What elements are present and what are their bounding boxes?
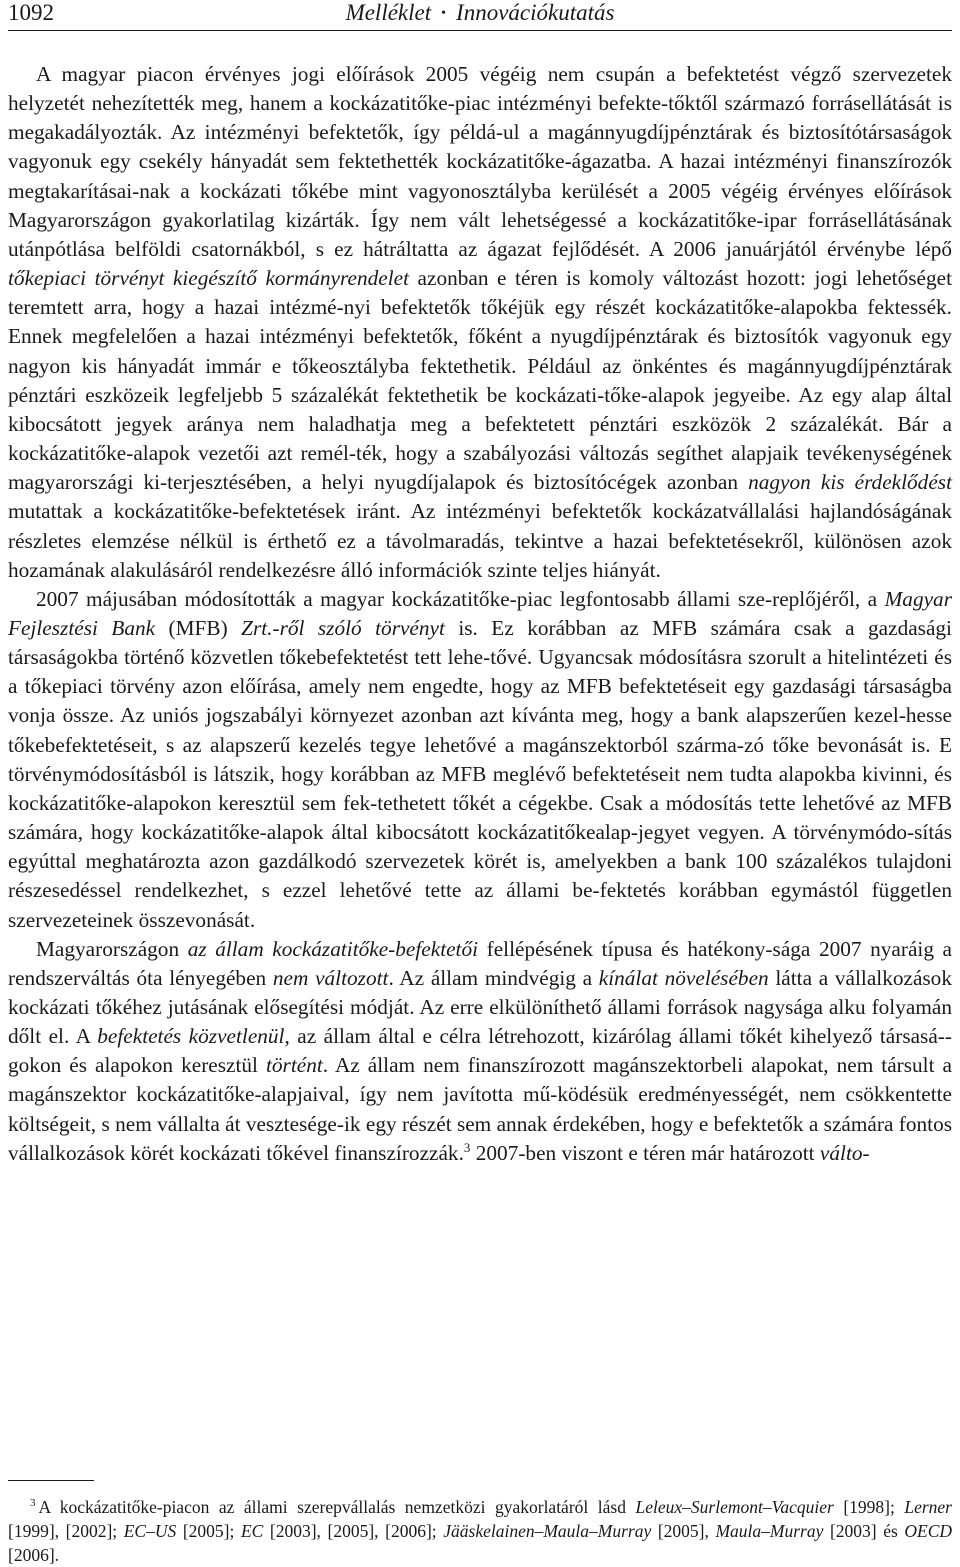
paragraph-2: [8, 585, 952, 935]
text-run: . Az állam mindvégig a: [388, 965, 599, 990]
text-run: látta a vállalkozások kockázati tőkéhez jutásának elősegítési módját. Az erre elkülöníthető állami források nagysága alku folyamán dőlt el. A: [8, 965, 952, 1049]
text-run: [1999], [2002];: [8, 1521, 124, 1541]
author-name: Leleux–Surlemont–Vacquier: [635, 1497, 834, 1517]
main-text: [8, 60, 952, 1168]
header-rule: [8, 30, 952, 31]
footnote: [8, 1495, 952, 1567]
subsection-title: Innovációkutatás: [456, 0, 615, 25]
author-name: EC–US: [123, 1521, 177, 1541]
author-name: EC: [240, 1521, 264, 1541]
footnote-mark: 3: [30, 1497, 36, 1509]
emphasis-text: befektetés közvetlenül: [97, 1024, 285, 1049]
section-title: Melléklet: [345, 0, 432, 25]
text-run: (MFB): [155, 615, 242, 640]
text-run: [2003] és: [823, 1521, 905, 1541]
emphasis-text: kínálat növelésében: [598, 965, 769, 990]
text-run: A kockázatitőke-piacon az állami szerepvállalás nemzetközi gyakorlatáról lásd: [38, 1497, 636, 1517]
bullet-separator: •: [441, 6, 447, 21]
author-name: OECD: [904, 1521, 953, 1541]
text-run: 2007-ben viszont e téren már határozott: [470, 1140, 820, 1165]
text-run: [2003], [2005], [2006];: [263, 1521, 444, 1541]
emphasis-text: Magyar Fejlesztési Bank: [8, 586, 952, 640]
text-run: [1998];: [833, 1497, 905, 1517]
footnote-reference: 3: [463, 1139, 471, 1155]
page-number: 1092: [8, 0, 54, 25]
emphasis-text: tőkepiaci törvényt kiegészítő kormányrendelet: [8, 266, 409, 291]
text-run: , az állam által e célra létrehozott, kizárólag állami tőkét kihelyező társasá-gokon és alapokon keresztül: [8, 1024, 952, 1078]
emphasis-text: az állam kockázatitőke-befektetői: [187, 936, 479, 961]
paragraph-1: [8, 60, 952, 585]
emphasis-text: nem változott: [272, 965, 389, 990]
text-run: mutattak a kockázatitőke-befektetések iránt. Az intézményi befektetők kockázatvállalási hajlandóságának részletes elemzése nélkül is érthető ez a távolmaradás, tekintve a hazai befektetésekről, különösen azok hozamának alakulásáról rendelkezésre álló információk szinte teljes hiányát.: [8, 499, 952, 582]
text-run: 2007 májusában módosították a magyar kockázatitőke-piac legfontosabb állami sze-replőjéről, a: [36, 586, 885, 611]
text-run: azonban e téren is komoly változást hozott: jogi lehetőséget teremtett arra, hogy a hazai intézmé-nyi befektetők tőkéjük egy részét kockázatitőke-alapokba fektessék. Ennek megfelelően a hazai intézményi befektetők, főként a nyugdíjpénztárak és biztosítók vagyonuk egy nagyon kis hányadát immár e tőkeosztályba fektethetik. Például az önkéntes és magánnyugdíjpénztárak pénztári eszközeik legfeljebb 5 százalékát fektethetik be kockázati-tőke-alapok jegyeibe. Az egy alap által kibocsátott jegyek aránya nem haladhatja meg a befektetett pénztári eszközök 2 százalékát. Bár a kockázatitőke-alapok vezetői azt remél-ték, hogy a szabályozási változás segíthet alapjaik tevékenységének magyarországi ki-terjesztésében, a helyi nyugdíjalapok és biztosítócégek azonban: [8, 266, 952, 495]
text-run: [2006].: [8, 1545, 60, 1565]
footnote-rule: [8, 1480, 94, 1481]
text-run: Magyarországon: [36, 936, 188, 961]
text-run: is. Ez korábban az MFB számára csak a gazdasági társaságokba történő közvetlen tőkebefektetést tett lehe-tővé. Ugyancsak módosításra szorult a hitelintézeti és a tőkepiaci törvény azon előírása, amely nem engedte, hogy az MFB befektetéseit egy gazdasági társaságba vonja össze. Az uniós jogszabályi környezet azonban azt kívánta meg, hogy a bank alapszerűen kezel-hesse tőkebefektetéseit, s az alapszerű kezelés tegye lehetővé a magánszektorból szárma-zó tőke bevonását is. E törvénymódosításból is látszik, hogy korábban az MFB meglévő befektetéseit nem tudta alapokba kivinni, és kockázatitőke-alapokon keresztül sem fek-tethetett tőkét a cégekbe. Csak a módosítás tette lehetővé az MFB számára, hogy kockázatitőke-alapok által kibocsátott kockázatitőkealap-jegyet vegyen. A törvénymódo-sítás egyúttal meghatározta azon gazdálkodó szervezetek körét is, amelyekben a bank 100 százalékos tulajdoni részesedéssel rendelkezhet, s ezzel lehetővé tette az állami be-fektetés korábban egymástól független szervezeteinek összevonását.: [8, 615, 952, 932]
text-run: [2005],: [651, 1521, 716, 1541]
paragraph-3: [8, 935, 952, 1168]
emphasis-text: történt: [265, 1053, 323, 1078]
text-run: . Az állam nem finanszírozott magánszektorbeli alapokat, nem társult a magánszektor kockázatitőke-alapjaival, így nem javította mű-ködésük eredményességét, nem csökkentette költségeit, s nem vállalta át vesztesége-ik egy részét sem annak érdekében, hogy e befektetők a számára fontos vállalkozások körét kockázati tőkével finanszírozzák.: [8, 1053, 952, 1165]
author-name: Maula–Murray: [715, 1521, 824, 1541]
text-run: A magyar piacon érvényes jogi előírások 2005 végéig nem csupán a befektetést végző szervezetek helyzetét nehezítették meg, hanem a kockázatitőke-piac intézményi befekte-tőktől származó forrásellátását is megakadályozták. Az intézményi befektetők, így példá-ul a magánnyugdíjpénztárak és biztosítótársaságok vagyonuk egy csekély hányadát sem fektethették kockázatitőke-ágazatba. A hazai intézményi finanszírozók megtakarításai-nak a kockázati tőkébe mint vagyonosztályba kerülését a 2005 végéig érvényes előírások Magyarországon gyakorlatilag kizárták. Így nem vált lehetségessé a kockázatitőke-ipar forrásellátásának utánpótlása belföldi csatornákból, s ez hátráltatta az ágazat fejlődését. A 2006 januárjától érvénybe lépő: [8, 62, 952, 261]
emphasis-text: válto-: [819, 1140, 870, 1165]
author-name: Jääskelainen–Maula–Murray: [443, 1521, 652, 1541]
author-name: Lerner: [904, 1497, 952, 1517]
footnote-text: [8, 1495, 952, 1567]
text-run: fellépésének típusa és hatékony-sága 2007 nyaráig a rendszerváltás óta lényegében: [8, 936, 952, 990]
emphasis-text: Zrt.-ről szóló törvényt: [241, 615, 445, 640]
page-header: [8, 0, 952, 26]
running-head: [8, 0, 952, 27]
emphasis-text: nagyon kis érdeklődést: [748, 470, 952, 495]
text-run: [2005];: [176, 1521, 241, 1541]
